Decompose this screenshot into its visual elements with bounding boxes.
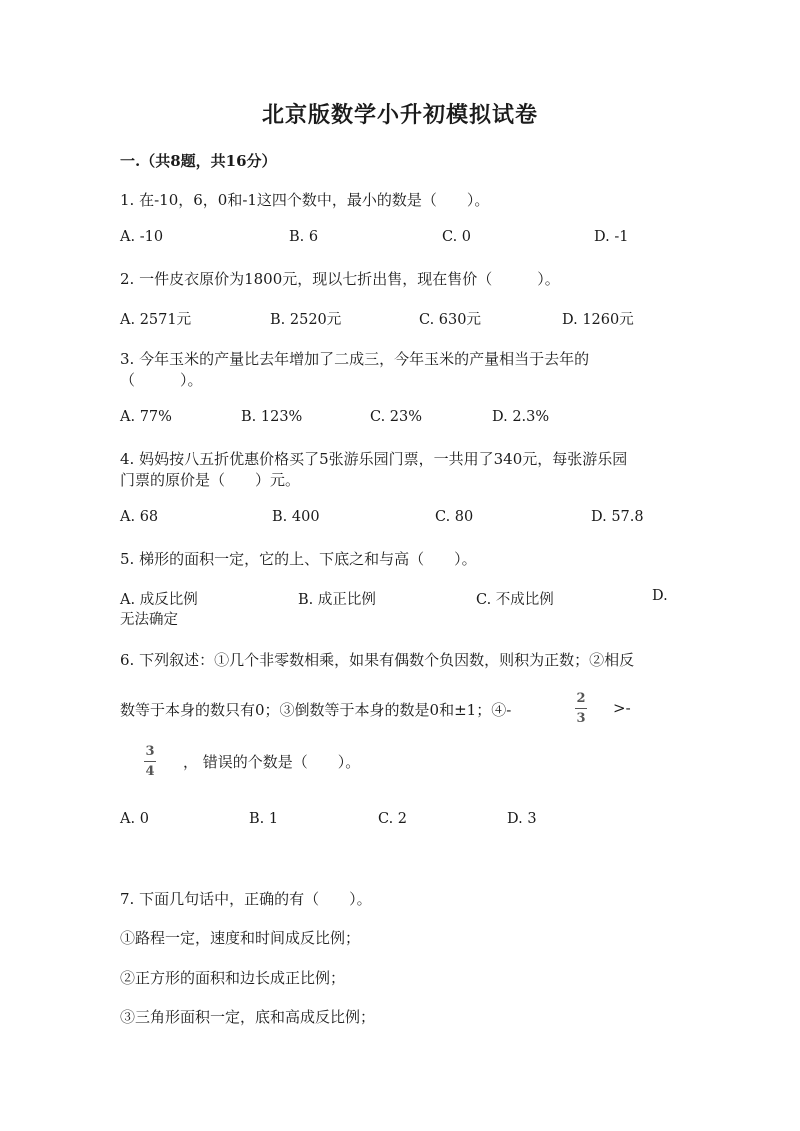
question-2-option-c: C. 630元 xyxy=(419,312,481,328)
question-6-stem-line2: 数等于本身的数只有0；③倒数等于本身的数是0和±1；④- xyxy=(120,701,512,719)
question-4-option-c: C. 80 xyxy=(435,509,474,525)
question-1-stem: 1. 在-10，6，0和-1这四个数中，最小的数是（ ）。 xyxy=(120,191,490,209)
question-1-option-a: A. -10 xyxy=(120,229,164,245)
question-1-option-b: B. 6 xyxy=(289,229,319,245)
question-6-option-d: D. 3 xyxy=(507,811,537,827)
section-heading: 一.（共8题，共16分） xyxy=(120,152,277,170)
question-6-stem-line1: 6. 下列叙述：①几个非零数相乘，如果有偶数个负因数，则积为正数；②相反 xyxy=(120,651,635,669)
greater-than-negative: >- xyxy=(613,699,631,717)
question-2-option-b: B. 2520元 xyxy=(270,312,342,328)
question-1-option-c: C. 0 xyxy=(442,229,472,245)
question-7-stem: 7. 下面几句话中，正确的有（ ）。 xyxy=(120,890,372,908)
fraction-bar xyxy=(575,708,587,709)
question-4-option-b: B. 400 xyxy=(272,509,320,525)
question-5-stem: 5. 梯形的面积一定，它的上、下底之和与高（ ）。 xyxy=(120,550,477,568)
question-3-option-b: B. 123% xyxy=(241,409,303,425)
page-title: 北京版数学小升初模拟试卷 xyxy=(261,102,538,128)
question-4-stem-line2: 门票的原价是（ ）元。 xyxy=(120,471,301,489)
question-7-statement-3: ③三角形面积一定，底和高成反比例； xyxy=(120,1008,376,1026)
question-6-stem-line3: ， 错误的个数是（ ）。 xyxy=(183,753,361,771)
question-3-option-d: D. 2.3% xyxy=(492,409,550,425)
question-4-option-a: A. 68 xyxy=(120,509,159,525)
question-3-stem-line1: 3. 今年玉米的产量比去年增加了二成三，今年玉米的产量相当于去年的 xyxy=(120,350,590,368)
question-3-option-a: A. 77% xyxy=(120,409,172,425)
fraction-denominator: 3 xyxy=(576,711,586,726)
question-2-option-d: D. 1260元 xyxy=(562,312,634,328)
question-2-stem: 2. 一件皮衣原价为1800元，现以七折出售，现在售价（ ）。 xyxy=(120,270,560,288)
question-5-option-c: C. 不成比例 xyxy=(476,592,554,608)
question-3-stem-line2: （ ）。 xyxy=(120,371,203,389)
question-6-option-c: C. 2 xyxy=(378,811,408,827)
fraction-denominator: 4 xyxy=(145,764,155,779)
question-5-option-b: B. 成正比例 xyxy=(298,592,376,608)
question-7-statement-1: ①路程一定，速度和时间成反比例； xyxy=(120,929,361,947)
question-5-option-a: A. 成反比例 xyxy=(120,592,198,608)
fraction-two-thirds xyxy=(575,692,587,725)
fraction-bar xyxy=(144,761,156,762)
question-6-option-b: B. 1 xyxy=(249,811,279,827)
fraction-numerator: 3 xyxy=(145,744,155,759)
question-5-option-d: D. xyxy=(652,588,668,604)
question-2-option-a: A. 2571元 xyxy=(120,312,192,328)
question-3-option-c: C. 23% xyxy=(370,409,423,425)
question-4-option-d: D. 57.8 xyxy=(591,509,644,525)
fraction-three-quarters xyxy=(144,745,156,778)
question-5-option-d-text: 无法确定 xyxy=(120,612,178,628)
fraction-numerator: 2 xyxy=(576,691,586,706)
question-4-stem-line1: 4. 妈妈按八五折优惠价格买了5张游乐园门票，一共用了340元，每张游乐园 xyxy=(120,450,628,468)
question-6-option-a: A. 0 xyxy=(120,811,149,827)
question-7-statement-2: ②正方形的面积和边长成正比例； xyxy=(120,969,346,987)
question-1-option-d: D. -1 xyxy=(594,229,629,245)
